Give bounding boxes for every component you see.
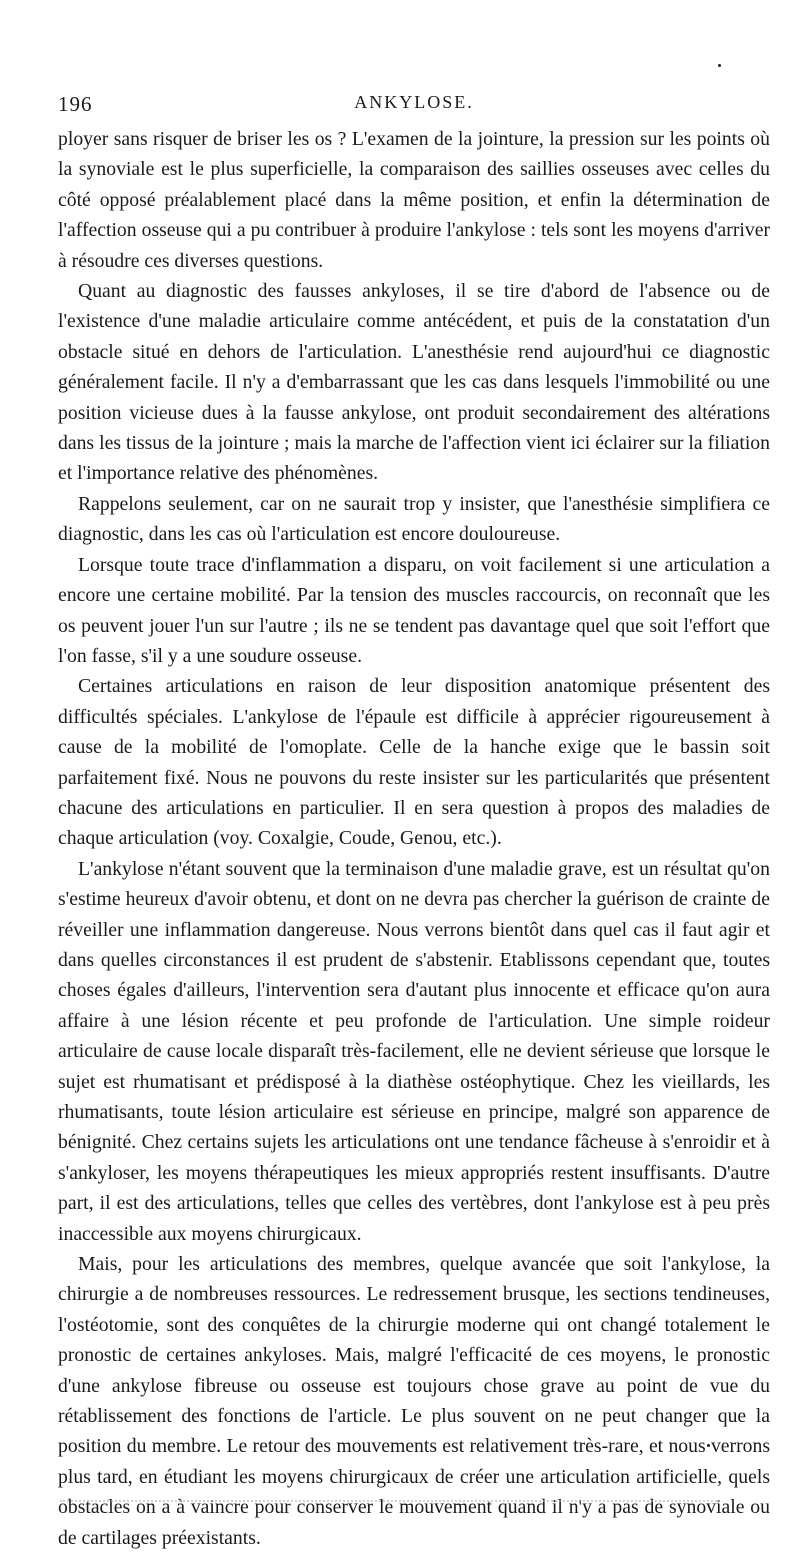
scan-artifact-dots — [60, 1500, 720, 1506]
paragraph: Rappelons seulement, car on ne saurait trop y insister, que l'anesthésie simplifiera ce diagnostic, dans les cas où l'articulation est encore douloureuse. — [58, 492, 770, 546]
running-title: ANKYLOSE. — [354, 92, 474, 112]
paragraph: Lorsque toute trace d'inflammation a disparu, on voit facilement si une articulation a encore une certaine mobilité. Par la tension des muscles raccourcis, on reconnaît que les os peuvent jouer l'un sur l'autre ; ils ne se tendent pas davantage quel que soit l'effort que l'on fasse, s'il y a une soudure osseuse. — [58, 553, 770, 667]
paragraph: Certaines articulations en raison de leur disposition anatomique présentent des difficultés spéciales. L'ankylose de l'épaule est difficile à apprécier rigoureusement à cause de la mobilité de l'omoplate. Celle de la hanche exige que le bassin soit parfaitement fixé. Nous ne pouvons du reste insister sur les particularités que présentent chacune des articulations en particulier. Il en sera question à propos des maladies de chaque articulation (voy. Coxalgie, Coude, Genou, etc.). — [58, 675, 770, 850]
print-speck — [718, 64, 721, 67]
book-page — [58, 88, 770, 1549]
page-number: 196 — [58, 92, 93, 116]
paragraph: L'ankylose n'étant souvent que la terminaison d'une maladie grave, est un résultat qu'on s'estime heureux d'avoir obtenu, et dont on ne devra pas chercher la guérison de crainte de réveiller une inflammation dangereuse. Nous verrons bientôt dans quel cas il faut agir et dans quelles circonstances il est prudent de s'abstenir. Etablissons cependant que, toutes choses égales d'ailleurs, l'intervention sera d'autant plus innocente et efficace qu'on aura affaire à une lésion récente et peu profonde de l'articulation. Une simple roideur articulaire de cause locale disparaît très-facilement, elle ne devient sérieuse que lorsque le sujet est rhumatisant et prédisposé à la diathèse ostéophytique. Chez les vieillards, les rhumatisants, toute lésion articulaire est sérieuse en principe, malgré son apparence de bénignité. Chez certains sujets les articulations ont une tendance fâcheuse à s'enroidir et à s'ankyloser, les moyens thérapeutiques les mieux appropriés restent insuffisants. D'autre part, il est des articulations, telles que celles des vertèbres, dont l'ankylose est à peu près inaccessible aux moyens chirurgicaux. — [58, 857, 770, 1245]
body-text — [58, 124, 770, 1553]
paragraph: Mais, pour les articulations des membres, quelque avancée que soit l'ankylose, la chirurgie a de nombreuses ressources. Le redressement brusque, les sections tendineuses, l'ostéotomie, sont des conquêtes de la chirurgie moderne qui ont changé totalement le pronostic de certaines ankyloses. Mais, malgré l'efficacité de ces moyens, le pronostic d'une ankylose fibreuse ou osseuse est toujours chose grave au point de vue du rétablissement des fonctions de l'article. Le plus souvent on ne peut changer que la position du membre. Le retour des mouvements est relativement très-rare, et nous verrons plus tard, en étudiant les moyens chirurgicaux de créer une articulation artificielle, quels obstacles on a à vaincre pour conserver le mouvement quand il n'y a pas de synoviale ou de cartilages préexistants. — [58, 1253, 770, 1549]
paragraph: ployer sans risquer de briser les os ? L'examen de la jointure, la pression sur les points où la synoviale est le plus superficielle, la comparaison des saillies osseuses avec celles du côté opposé préalablement placé dans la même position, et enfin la détermination de l'affection osseuse qui a pu contribuer à produire l'ankylose : tels sont les moyens d'arriver à résoudre ces diverses questions. — [58, 128, 770, 272]
paragraph: Quant au diagnostic des fausses ankyloses, il se tire d'abord de l'absence ou de l'existence d'une maladie articulaire comme antécédent, et puis de la constatation d'un obstacle situé en dehors de l'articulation. L'anesthésie rend aujourd'hui ce diagnostic généralement facile. Il n'y a d'embarrassant que les cas dans lesquels l'immobilité ou une position vicieuse dues à la fausse ankylose, ont produit secondairement des altérations dans les tissus de la jointure ; mais la marche de l'affection vient ici éclairer sur la filiation et l'importance relative des phénomènes. — [58, 280, 770, 485]
running-head — [58, 88, 770, 124]
